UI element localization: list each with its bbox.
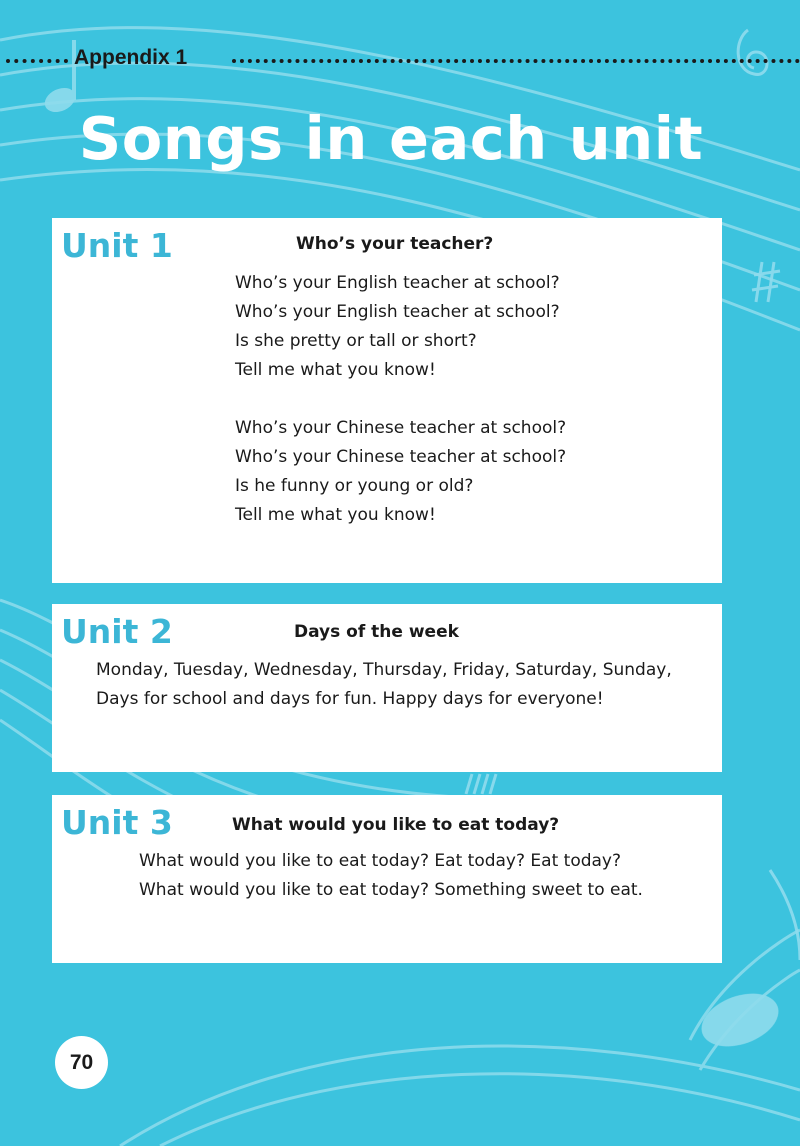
unit-3-song-title: What would you like to eat today? — [232, 815, 560, 835]
unit-1-label: Unit 1 — [61, 226, 173, 265]
unit-1-song-title: Who’s your teacher? — [296, 234, 494, 254]
stanza-gap — [235, 385, 566, 414]
lyric-line: Who’s your Chinese teacher at school? — [235, 447, 567, 467]
page-title: Songs in each unit — [78, 104, 704, 173]
lyric-line: What would you like to eat today? Eat today? Eat today? — [139, 851, 622, 871]
page-number: 70 — [55, 1036, 108, 1089]
unit-2-label: Unit 2 — [61, 612, 173, 651]
unit-2-song-title: Days of the week — [294, 622, 459, 642]
lyric-line: Who’s your Chinese teacher at school? — [235, 418, 567, 438]
unit-3-card — [52, 795, 722, 963]
lyric-line: Is he funny or young or old? — [235, 476, 474, 496]
header-dotted-line-right — [232, 59, 800, 63]
lyric-line: Tell me what you know! — [235, 505, 436, 525]
lyric-line: Days for school and days for fun. Happy days for everyone! — [96, 689, 604, 709]
header-dotted-line-left — [6, 59, 68, 63]
lyric-line: Who’s your English teacher at school? — [235, 302, 560, 322]
lyric-line: Monday, Tuesday, Wednesday, Thursday, Friday, Saturday, Sunday, — [96, 660, 672, 680]
unit-2-card — [52, 604, 722, 772]
appendix-label: Appendix 1 — [74, 46, 188, 69]
unit-1-lyrics — [235, 269, 566, 530]
unit-1-card — [52, 218, 722, 583]
unit-2-lyrics — [96, 656, 672, 714]
unit-3-lyrics — [139, 847, 643, 905]
unit-3-label: Unit 3 — [61, 803, 173, 842]
lyric-line: Who’s your English teacher at school? — [235, 273, 560, 293]
lyric-line: Is she pretty or tall or short? — [235, 331, 477, 351]
lyric-line: What would you like to eat today? Something sweet to eat. — [139, 880, 643, 900]
lyric-line: Tell me what you know! — [235, 360, 436, 380]
